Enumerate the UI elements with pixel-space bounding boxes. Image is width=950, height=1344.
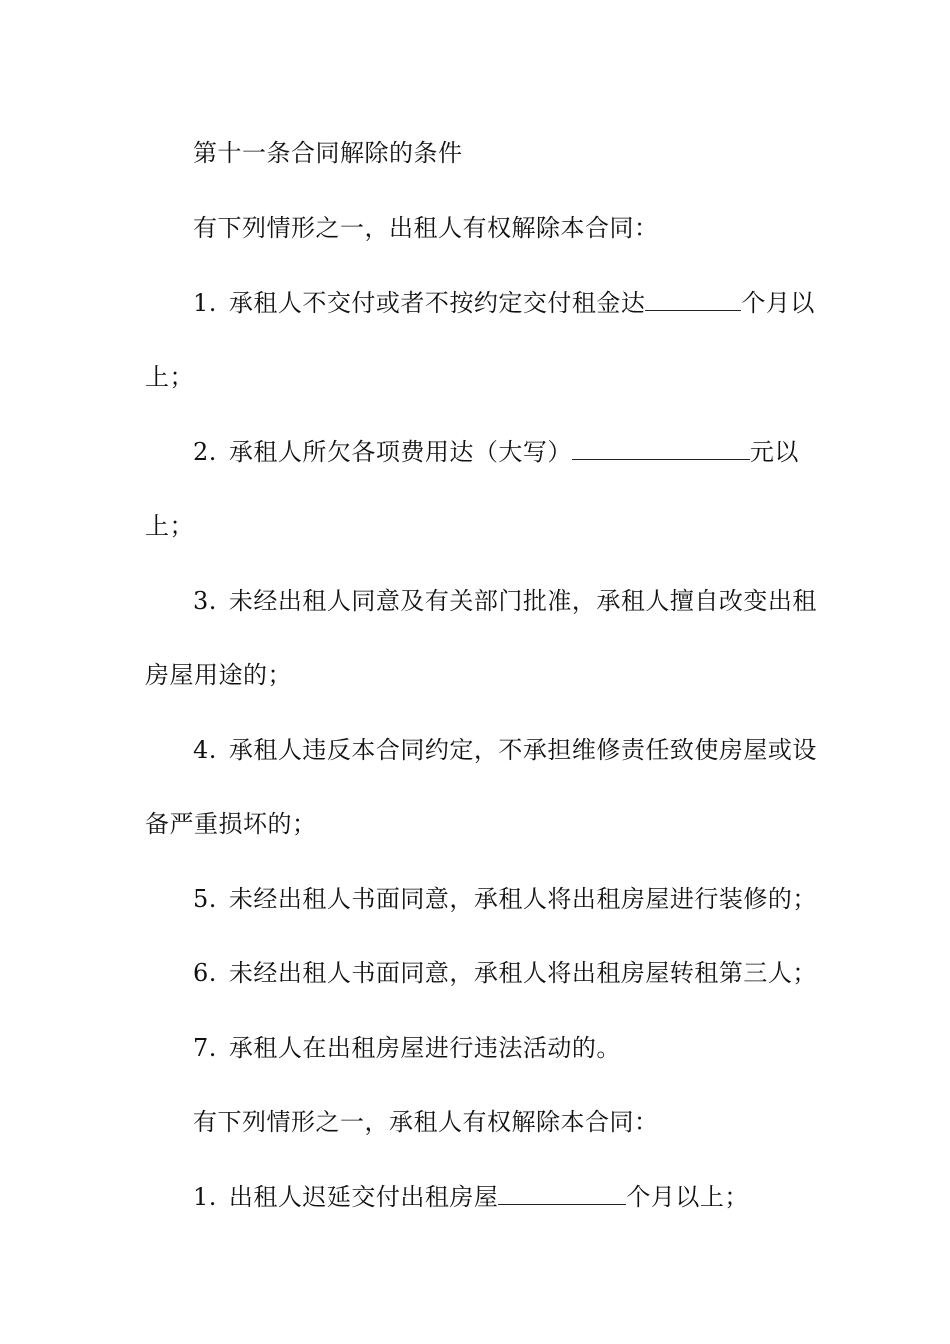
landlord-item-2-continuation <box>145 511 194 541</box>
item-number: 6. <box>193 959 217 987</box>
landlord-item-1-continuation <box>145 362 194 392</box>
item-number: 3. <box>193 587 217 615</box>
fill-in-blank <box>498 1182 626 1205</box>
item-number: 2. <box>193 438 217 466</box>
item-continuation-text: 上； <box>145 363 194 391</box>
tenant-intro <box>193 1107 659 1137</box>
item-number: 7. <box>193 1034 217 1062</box>
item-text-tail: 个月以 <box>741 289 815 317</box>
item-continuation-text: 备严重损坏的； <box>145 810 317 838</box>
item-text-tail: 元以 <box>749 438 799 466</box>
item-text: 未经出租人书面同意，承租人将出租房屋转租第三人； <box>228 959 817 987</box>
landlord-intro-text: 有下列情形之一，出租人有权解除本合同： <box>193 214 659 242</box>
item-continuation-text: 房屋用途的； <box>145 661 292 689</box>
tenant-item-1 <box>193 1182 749 1212</box>
landlord-item-3-continuation <box>145 660 292 690</box>
landlord-item-4-continuation <box>145 809 317 839</box>
item-number: 1. <box>193 289 217 317</box>
item-text: 承租人所欠各项费用达（大写） <box>228 438 572 466</box>
landlord-item-3 <box>193 586 817 616</box>
item-number: 4. <box>193 736 217 764</box>
landlord-item-5 <box>193 884 817 914</box>
item-text: 未经出租人书面同意，承租人将出租房屋进行装修的； <box>228 885 817 913</box>
item-text: 承租人违反本合同约定，不承担维修责任致使房屋或设 <box>228 736 817 764</box>
item-text: 承租人不交付或者不按约定交付租金达 <box>228 289 646 317</box>
landlord-item-2 <box>193 437 799 467</box>
landlord-item-4 <box>193 735 817 765</box>
item-text: 承租人在出租房屋进行违法活动的。 <box>228 1034 621 1062</box>
section-heading <box>193 138 463 168</box>
item-number: 5. <box>193 885 217 913</box>
item-number: 1. <box>193 1183 217 1211</box>
item-text-tail: 个月以上； <box>626 1183 749 1211</box>
landlord-item-7 <box>193 1033 621 1063</box>
fill-in-blank <box>572 437 750 460</box>
item-text: 出租人迟延交付出租房屋 <box>228 1183 499 1211</box>
landlord-item-1 <box>193 288 815 318</box>
landlord-intro <box>193 213 659 243</box>
tenant-intro-text: 有下列情形之一，承租人有权解除本合同： <box>193 1108 659 1136</box>
fill-in-blank <box>645 288 741 311</box>
landlord-item-6 <box>193 958 817 988</box>
heading-text: 第十一条合同解除的条件 <box>193 139 463 167</box>
item-continuation-text: 上； <box>145 512 194 540</box>
item-text: 未经出租人同意及有关部门批准，承租人擅自改变出租 <box>228 587 817 615</box>
